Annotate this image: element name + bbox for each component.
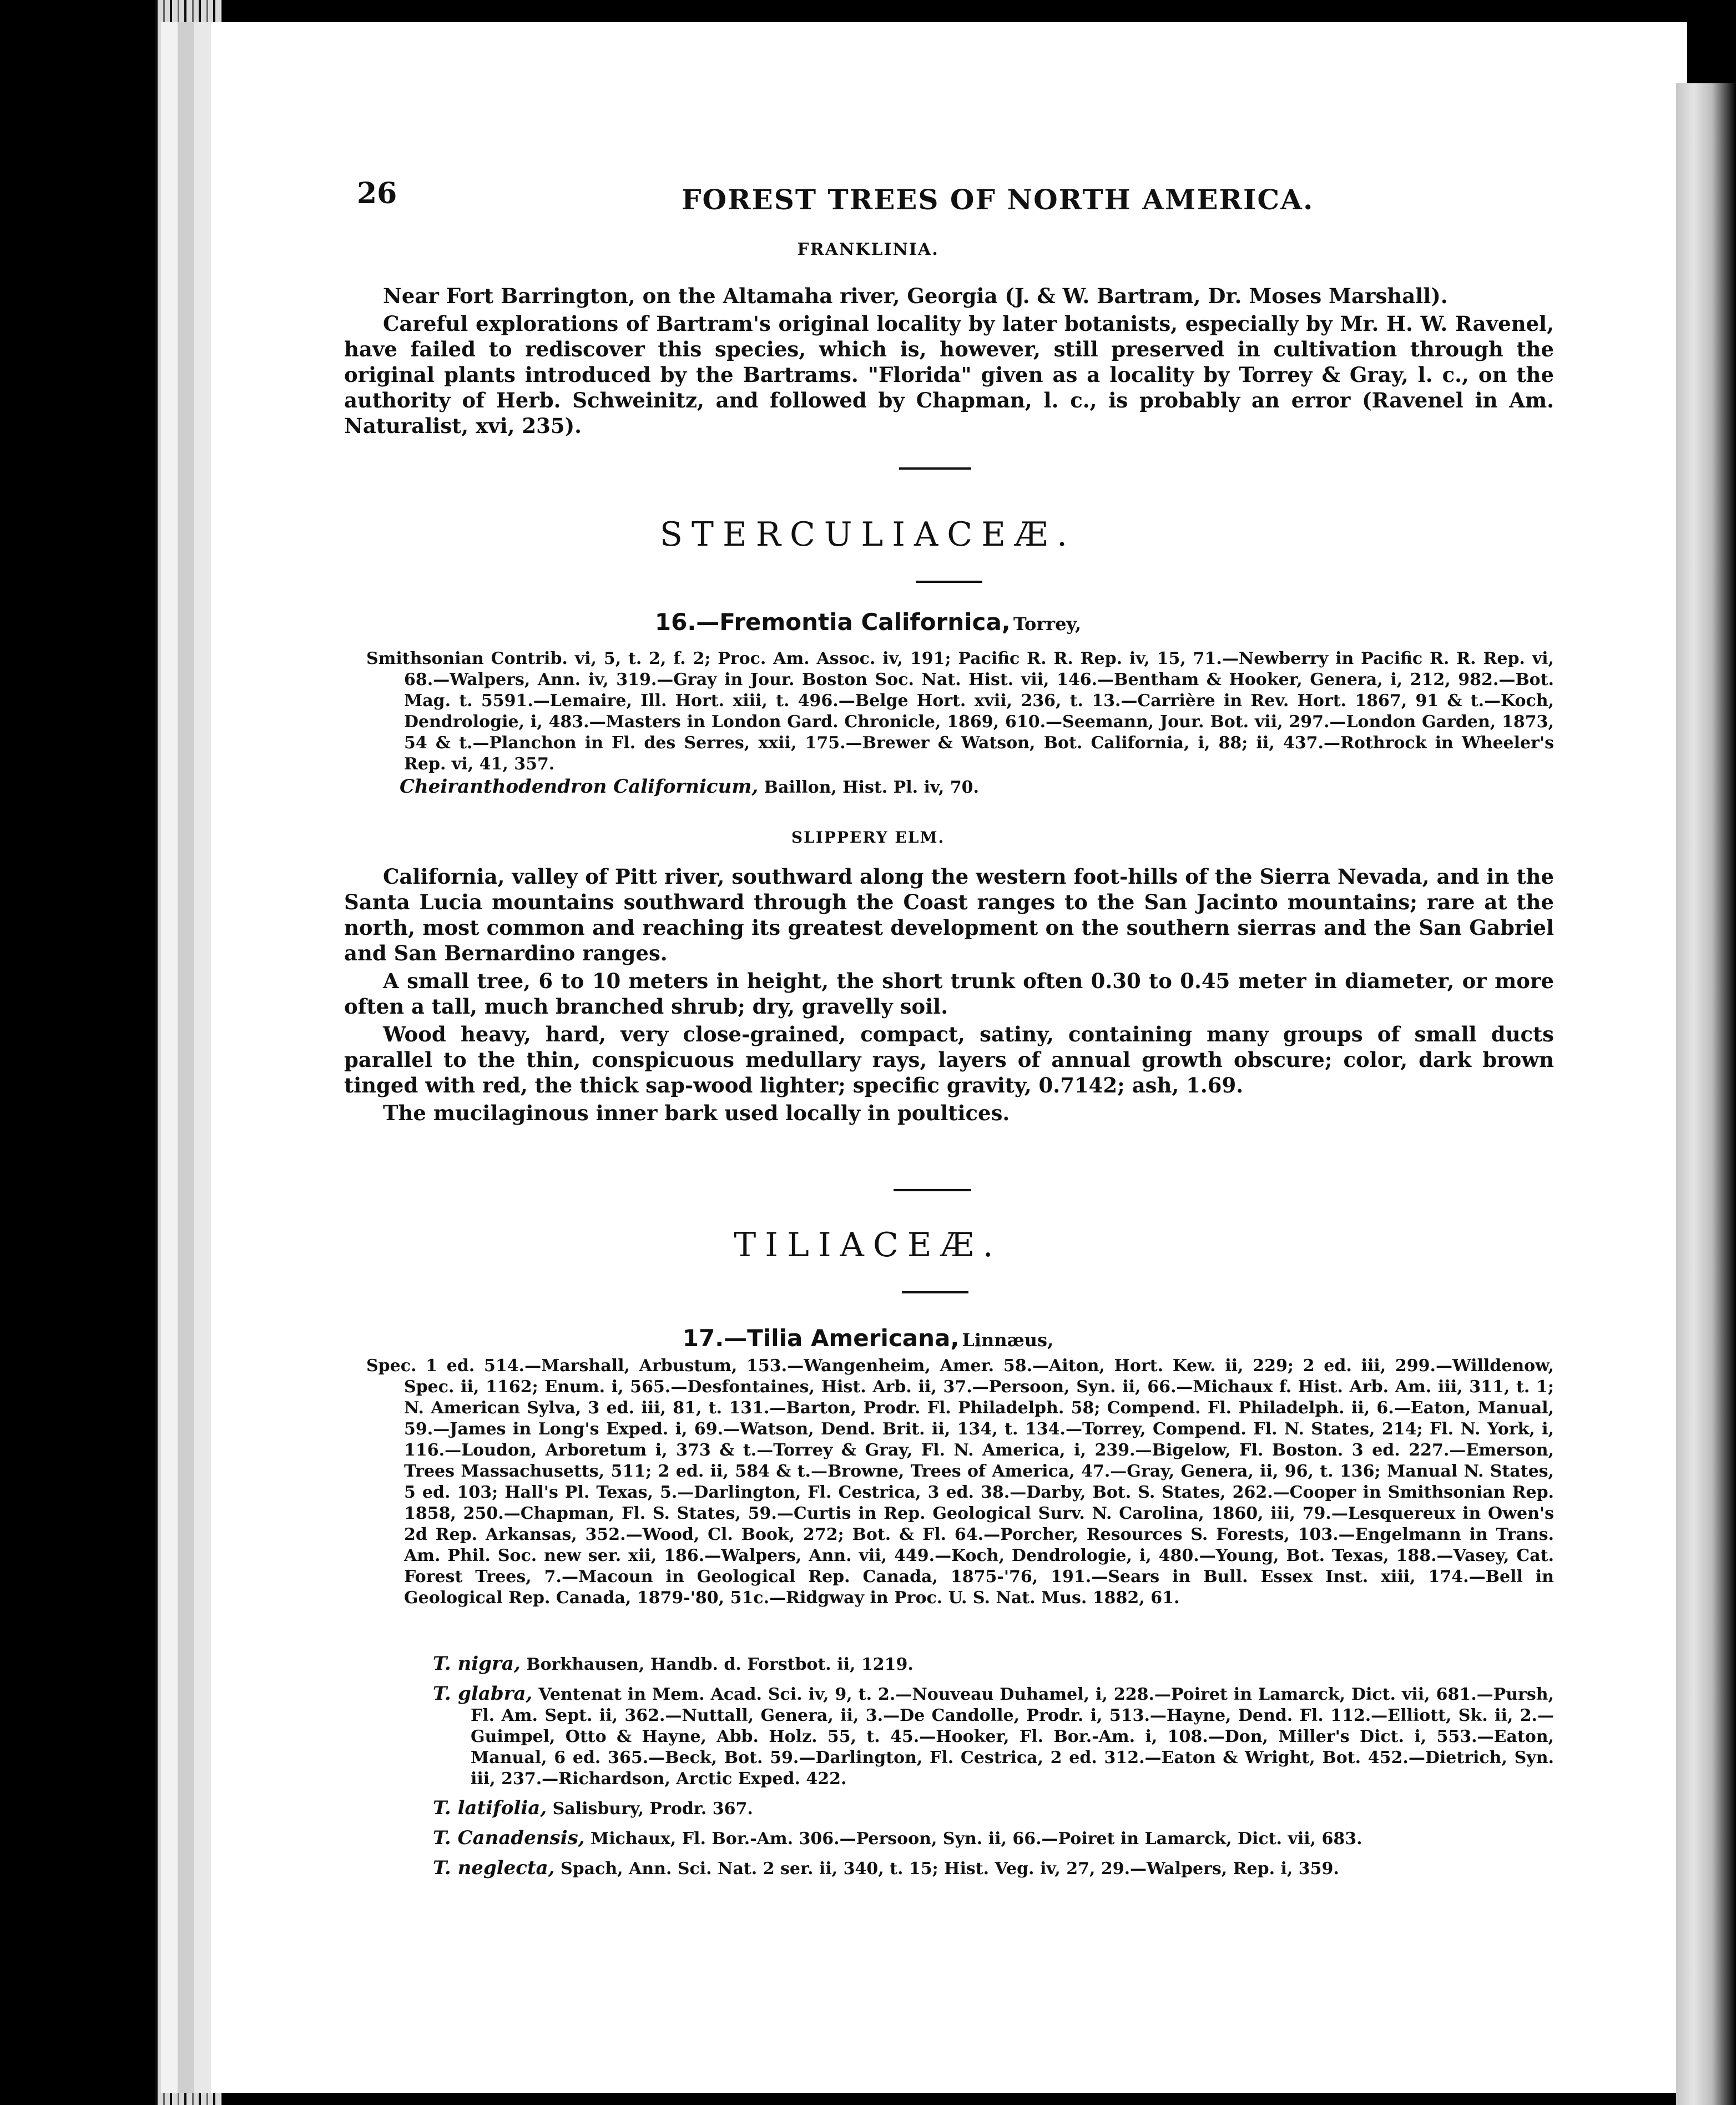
family-rule-2 <box>902 1291 968 1293</box>
running-head: FOREST TREES OF NORTH AMERICA. <box>682 183 1314 216</box>
synonym-ref: Salisbury, Prodr. 367. <box>552 1799 753 1819</box>
species-author-tilia: Linnæus, <box>962 1330 1054 1351</box>
fremontia-paragraph-2: A small tree, 6 to 10 meters in height, the short trunk often 0.30 to 0.45 meter in diameter, or more often a tall, much branched shrub; dry, gravelly soil. <box>344 969 1554 1019</box>
synonym-entry <box>433 1653 1554 1675</box>
fremontia-references <box>366 648 1554 775</box>
franklinia-paragraph-1: Near Fort Barrington, on the Altamaha river, Georgia (J. & W. Bartram, Dr. Moses Marshall). <box>383 284 1448 308</box>
tilia-references <box>366 1356 1554 1609</box>
synonym-ref: Baillon, Hist. Pl. iv, 70. <box>764 778 979 797</box>
franklinia-heading: FRANKLINIA. <box>797 240 939 259</box>
synonym-ref: Borkhausen, Handb. d. Forstbot. ii, 1219. <box>526 1655 914 1674</box>
synonym-entry <box>433 1797 1554 1820</box>
family-heading-tiliaceae: TILIACEÆ. <box>734 1226 1002 1265</box>
section-rule-2 <box>894 1189 971 1191</box>
section-rule <box>899 467 971 470</box>
synonym-ref: Michaux, Fl. Bor.-Am. 306.—Persoon, Syn. ii, 66.—Poiret in Lamarck, Dict. vii, 683. <box>591 1829 1362 1849</box>
species-name: 16.—Fremontia Californica, <box>654 608 1011 636</box>
tilia-synonyms <box>433 1653 1554 1887</box>
family-heading-sterculiaceae: STERCULIACEÆ. <box>659 515 1077 554</box>
synonym-ref: Spach, Ann. Sci. Nat. 2 ser. ii, 340, t. 15; Hist. Veg. iv, 27, 29.—Walpers, Rep. i, 359. <box>561 1859 1339 1879</box>
fremontia-description <box>344 864 1554 1128</box>
references-text: Smithsonian Contrib. vi, 5, t. 2, f. 2; Proc. Am. Assoc. iv, 191; Pacific R. R. Rep. iv, 15, 71.—Newberry in Pacific R. R. Rep. vi, 68.—Walpers, Ann. iv, 319.—Gray in Jour. Boston Soc. Nat. Hist. vii, 146.—Bentham & Hooker, Genera, i, 212, 982.—Bot. Mag. t. 5591.—Lemaire, Ill. Hort. xiii, t. 496.—Belge Hort. xvii, 236, t. 13.—Carrière in Rev. Hort. 1867, 91 & t.—Koch, Dendrologie, i, 483.—Masters in London Gard. Chronicle, 1869, 610.—Seemann, Jour. Bot. vii, 297.—London Garden, 1873, 54 & t.—Planchon in Fl. des Serres, xxii, 175.—Brewer & Watson, Bot. California, i, 88; ii, 437.—Rothrock in Wheeler's Rep. vi, 41, 357. <box>366 649 1554 774</box>
synonym-name: T. glabra, <box>433 1683 533 1705</box>
fremontia-synonym <box>400 776 1521 798</box>
fremontia-paragraph-3: Wood heavy, hard, very close-grained, compact, satiny, containing many groups of small ducts parallel to the thin, conspicuous medullary rays, layers of annual growth obscure; color, dark brown tinged with red, the thick sap-wood lighter; specific gravity, 0.7142; ash, 1.69. <box>344 1022 1554 1097</box>
synonym-entry <box>433 1683 1554 1790</box>
fremontia-paragraph-4: The mucilaginous inner bark used locally in poultices. <box>383 1101 1010 1125</box>
fremontia-paragraph-1: California, valley of Pitt river, southward along the western foot-hills of the Sierra Nevada, and in the Santa Lucia mountains southward through the Coast ranges to the San Jacinto mountains; rare at the north, most common and reaching its greatest development on the southern sierras and the San Gabriel and San Bernardino ranges. <box>344 864 1554 965</box>
synonym-name: T. Canadensis, <box>433 1827 585 1849</box>
common-name: SLIPPERY ELM. <box>791 828 945 847</box>
synonym-name: Cheiranthodendron Californicum, <box>400 775 759 798</box>
page-number: 26 <box>357 177 397 210</box>
family-rule <box>916 581 982 583</box>
synonym-ref: Ventenat in Mem. Acad. Sci. iv, 9, t. 2.—Nouveau Duhamel, i, 228.—Poiret in Lamarck, Dict. vii, 681.—Pursh, Fl. Am. Sept. ii, 362.—Nuttall, Genera, ii, 3.—De Candolle, Prodr. i, 513.—Hayne, Dend. Fl. 112.—Elliott, Sk. ii, 2.—Guimpel, Otto & Hayne, Abb. Holz. 55, t. 45.—Hooker, Fl. Bor.-Am. i, 108.—Don, Miller's Dict. i, 553.—Eaton, Manual, 6 ed. 365.—Beck, Bot. 59.—Darlington, Fl. Cestrica, 2 ed. 312.—Eaton & Wright, Bot. 452.—Dietrich, Syn. iii, 237.—Richardson, Arctic Exped. 422. <box>471 1685 1554 1789</box>
synonym-name: T. latifolia, <box>433 1797 547 1819</box>
species-name-tilia: 17.—Tilia Americana, <box>682 1325 960 1352</box>
tilia-references-text: Spec. 1 ed. 514.—Marshall, Arbustum, 153.—Wangenheim, Amer. 58.—Aiton, Hort. Kew. ii, 229; 2 ed. iii, 299.—Willdenow, Spec. ii, 1162; Enum. i, 565.—Desfontaines, Hist. Arb. ii, 37.—Persoon, Syn. ii, 66.—Michaux f. Hist. Arb. Am. iii, 311, t. 1; N. American Sylva, 3 ed. iii, 81, t. 131.—Barton, Prodr. Fl. Philadelph. 58; Compend. Fl. Philadelph. ii, 6.—Eaton, Manual, 59.—James in Long's Exped. i, 69.—Watson, Dend. Brit. ii, 134, t. 134.—Torrey, Compend. Fl. N. States, 214; Fl. N. York, i, 116.—Loudon, Arboretum i, 373 & t.—Torrey & Gray, Fl. N. America, i, 239.—Bigelow, Fl. Boston. 3 ed. 227.—Emerson, Trees Massachusetts, 511; 2 ed. ii, 584 & t.—Browne, Trees of America, 47.—Gray, Genera, ii, 96, t. 136; Manual N. States, 5 ed. 103; Hall's Pl. Texas, 5.—Darlington, Fl. Cestrica, 3 ed. 38.—Darby, Bot. S. States, 262.—Cooper in Smithsonian Rep. 1858, 250.—Chapman, Fl. S. States, 59.—Curtis in Rep. Geological Surv. N. Carolina, 1860, iii, 79.—Lesquereux in Owen's 2d Rep. Arkansas, 352.—Wood, Cl. Book, 272; Bot. & Fl. 64.—Porcher, Resources S. Forests, 103.—Engelmann in Trans. Am. Phil. Soc. new ser. xii, 186.—Walpers, Ann. vii, 449.—Koch, Dendrologie, i, 480.—Young, Bot. Texas, 188.—Vasey, Cat. Forest Trees, 7.—Macoun in Geological Rep. Canada, 1875-'76, 191.—Sears in Bull. Essex Inst. xiii, 174.—Bell in Geological Rep. Canada, 1879-'80, 51c.—Ridgway in Proc. U. S. Nat. Mus. 1882, 61. <box>366 1356 1554 1608</box>
species-heading-fremontia <box>0 608 1736 636</box>
synonym-name: T. nigra, <box>433 1653 521 1675</box>
synonym-entry <box>433 1827 1554 1850</box>
franklinia-paragraph-2: Careful explorations of Bartram's original locality by later botanists, especially by Mr. H. W. Ravenel, have failed to rediscover this species, which is, however, still preserved in cultivation through the original plants introduced by the Bartrams. "Florida" given as a locality by Torrey & Gray, l. c., on the authority of Herb. Schweinitz, and followed by Chapman, l. c., is probably an error (Ravenel in Am. Naturalist, xvi, 235). <box>344 311 1554 438</box>
synonym-name: T. neglecta, <box>433 1857 555 1879</box>
species-heading-tilia <box>0 1325 1736 1352</box>
synonym-entry <box>433 1857 1554 1880</box>
franklinia-text <box>344 283 1554 441</box>
book-spine-shadow <box>1676 83 1736 2105</box>
species-author: Torrey, <box>1013 613 1082 634</box>
